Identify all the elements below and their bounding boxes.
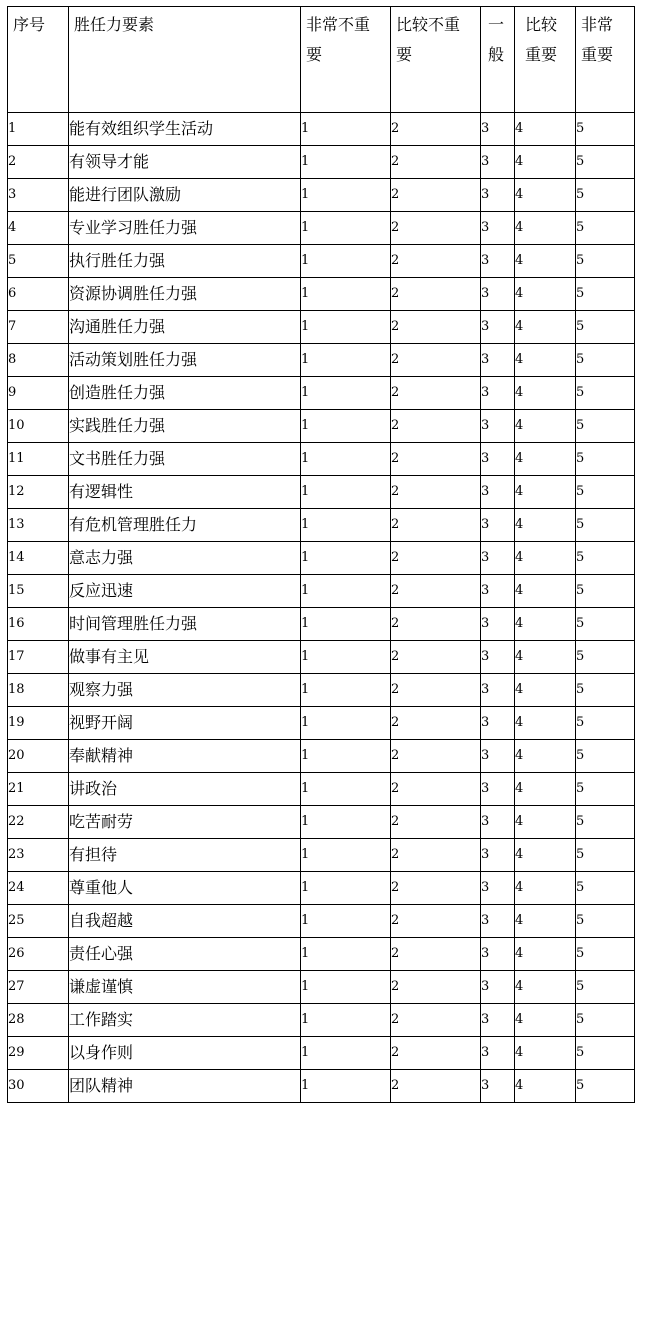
cell-score-2: 2 (391, 476, 481, 509)
cell-index: 7 (8, 311, 69, 344)
cell-score-3: 3 (481, 212, 515, 245)
cell-score-5: 5 (576, 674, 635, 707)
cell-score-4: 4 (515, 806, 576, 839)
cell-score-4: 4 (515, 146, 576, 179)
cell-index: 11 (8, 443, 69, 476)
cell-index: 16 (8, 608, 69, 641)
cell-index: 27 (8, 971, 69, 1004)
cell-score-3: 3 (481, 410, 515, 443)
cell-score-4: 4 (515, 641, 576, 674)
cell-score-3: 3 (481, 740, 515, 773)
cell-score-2: 2 (391, 113, 481, 146)
cell-score-3: 3 (481, 938, 515, 971)
cell-score-3: 3 (481, 278, 515, 311)
cell-score-5: 5 (576, 971, 635, 1004)
cell-score-5: 5 (576, 542, 635, 575)
header-scale-5: 非常重要 (576, 7, 635, 113)
table-row (8, 1070, 635, 1103)
cell-score-5: 5 (576, 575, 635, 608)
cell-score-4: 4 (515, 608, 576, 641)
cell-item: 沟通胜任力强 (69, 311, 301, 344)
cell-score-2: 2 (391, 641, 481, 674)
cell-item: 专业学习胜任力强 (69, 212, 301, 245)
cell-score-4: 4 (515, 674, 576, 707)
table-row (8, 146, 635, 179)
cell-item: 执行胜任力强 (69, 245, 301, 278)
cell-score-1: 1 (301, 641, 391, 674)
header-index: 序号 (8, 7, 69, 113)
cell-score-1: 1 (301, 1004, 391, 1037)
cell-score-4: 4 (515, 410, 576, 443)
cell-score-3: 3 (481, 872, 515, 905)
table-row (8, 113, 635, 146)
cell-score-5: 5 (576, 806, 635, 839)
cell-score-5: 5 (576, 278, 635, 311)
cell-score-4: 4 (515, 476, 576, 509)
cell-item: 反应迅速 (69, 575, 301, 608)
table-row (8, 1037, 635, 1070)
competency-rating-table (7, 6, 635, 1103)
cell-item: 有领导才能 (69, 146, 301, 179)
cell-item: 奉献精神 (69, 740, 301, 773)
cell-item: 视野开阔 (69, 707, 301, 740)
cell-score-3: 3 (481, 839, 515, 872)
cell-item: 文书胜任力强 (69, 443, 301, 476)
cell-score-1: 1 (301, 278, 391, 311)
cell-score-1: 1 (301, 311, 391, 344)
cell-score-1: 1 (301, 509, 391, 542)
cell-score-1: 1 (301, 377, 391, 410)
cell-index: 21 (8, 773, 69, 806)
cell-score-3: 3 (481, 806, 515, 839)
table-row (8, 740, 635, 773)
cell-score-3: 3 (481, 344, 515, 377)
cell-item: 有担待 (69, 839, 301, 872)
cell-score-2: 2 (391, 872, 481, 905)
cell-score-1: 1 (301, 938, 391, 971)
cell-score-5: 5 (576, 344, 635, 377)
cell-index: 19 (8, 707, 69, 740)
cell-item: 实践胜任力强 (69, 410, 301, 443)
cell-score-2: 2 (391, 344, 481, 377)
cell-score-2: 2 (391, 806, 481, 839)
cell-item: 团队精神 (69, 1070, 301, 1103)
table-row (8, 179, 635, 212)
cell-score-4: 4 (515, 113, 576, 146)
cell-index: 24 (8, 872, 69, 905)
cell-score-3: 3 (481, 773, 515, 806)
cell-index: 9 (8, 377, 69, 410)
cell-score-2: 2 (391, 971, 481, 1004)
cell-score-5: 5 (576, 245, 635, 278)
cell-item: 责任心强 (69, 938, 301, 971)
cell-score-2: 2 (391, 1070, 481, 1103)
cell-score-4: 4 (515, 1070, 576, 1103)
cell-score-5: 5 (576, 476, 635, 509)
table-row (8, 971, 635, 1004)
cell-score-2: 2 (391, 839, 481, 872)
cell-index: 1 (8, 113, 69, 146)
cell-score-5: 5 (576, 113, 635, 146)
cell-item: 观察力强 (69, 674, 301, 707)
cell-index: 3 (8, 179, 69, 212)
header-scale-1: 非常不重要 (301, 7, 391, 113)
table-header-row (8, 7, 635, 113)
cell-index: 23 (8, 839, 69, 872)
cell-score-2: 2 (391, 1004, 481, 1037)
cell-score-5: 5 (576, 212, 635, 245)
table-row (8, 410, 635, 443)
cell-index: 17 (8, 641, 69, 674)
cell-score-5: 5 (576, 1037, 635, 1070)
cell-score-4: 4 (515, 707, 576, 740)
cell-score-1: 1 (301, 608, 391, 641)
cell-score-5: 5 (576, 608, 635, 641)
cell-score-5: 5 (576, 938, 635, 971)
cell-score-3: 3 (481, 641, 515, 674)
cell-item: 讲政治 (69, 773, 301, 806)
cell-score-5: 5 (576, 740, 635, 773)
cell-score-1: 1 (301, 575, 391, 608)
header-scale-3: 一般 (481, 7, 515, 113)
cell-score-2: 2 (391, 377, 481, 410)
table-row (8, 245, 635, 278)
cell-score-4: 4 (515, 1004, 576, 1037)
cell-score-1: 1 (301, 707, 391, 740)
cell-score-4: 4 (515, 740, 576, 773)
cell-score-5: 5 (576, 839, 635, 872)
cell-score-3: 3 (481, 971, 515, 1004)
cell-score-4: 4 (515, 377, 576, 410)
cell-item: 做事有主见 (69, 641, 301, 674)
cell-score-4: 4 (515, 575, 576, 608)
cell-score-1: 1 (301, 773, 391, 806)
cell-score-1: 1 (301, 443, 391, 476)
cell-index: 18 (8, 674, 69, 707)
header-scale-4: 比较重要 (515, 7, 576, 113)
cell-score-2: 2 (391, 410, 481, 443)
table-row (8, 773, 635, 806)
table-row (8, 641, 635, 674)
cell-score-4: 4 (515, 443, 576, 476)
cell-score-5: 5 (576, 707, 635, 740)
cell-score-1: 1 (301, 542, 391, 575)
header-scale-2: 比较不重要 (391, 7, 481, 113)
cell-score-1: 1 (301, 674, 391, 707)
cell-item: 谦虚谨慎 (69, 971, 301, 1004)
cell-item: 时间管理胜任力强 (69, 608, 301, 641)
cell-score-2: 2 (391, 311, 481, 344)
cell-item: 工作踏实 (69, 1004, 301, 1037)
cell-index: 30 (8, 1070, 69, 1103)
table-body (8, 113, 635, 1103)
cell-item: 尊重他人 (69, 872, 301, 905)
cell-score-1: 1 (301, 476, 391, 509)
cell-index: 4 (8, 212, 69, 245)
cell-score-3: 3 (481, 575, 515, 608)
cell-item: 能有效组织学生活动 (69, 113, 301, 146)
cell-score-1: 1 (301, 179, 391, 212)
cell-score-3: 3 (481, 1037, 515, 1070)
cell-item: 吃苦耐劳 (69, 806, 301, 839)
cell-item: 以身作则 (69, 1037, 301, 1070)
cell-score-5: 5 (576, 179, 635, 212)
cell-score-1: 1 (301, 905, 391, 938)
cell-index: 5 (8, 245, 69, 278)
cell-score-2: 2 (391, 1037, 481, 1070)
table-row (8, 806, 635, 839)
cell-score-5: 5 (576, 872, 635, 905)
cell-score-1: 1 (301, 806, 391, 839)
cell-item: 有危机管理胜任力 (69, 509, 301, 542)
cell-score-4: 4 (515, 509, 576, 542)
cell-score-1: 1 (301, 245, 391, 278)
cell-score-2: 2 (391, 773, 481, 806)
cell-score-2: 2 (391, 707, 481, 740)
cell-score-1: 1 (301, 113, 391, 146)
table-row (8, 311, 635, 344)
cell-score-3: 3 (481, 905, 515, 938)
cell-score-2: 2 (391, 179, 481, 212)
cell-score-4: 4 (515, 212, 576, 245)
cell-score-4: 4 (515, 311, 576, 344)
cell-score-5: 5 (576, 509, 635, 542)
table-row (8, 476, 635, 509)
cell-score-1: 1 (301, 971, 391, 1004)
cell-score-3: 3 (481, 245, 515, 278)
cell-item: 能进行团队激励 (69, 179, 301, 212)
cell-score-4: 4 (515, 278, 576, 311)
cell-score-2: 2 (391, 938, 481, 971)
cell-score-3: 3 (481, 146, 515, 179)
cell-item: 自我超越 (69, 905, 301, 938)
cell-score-5: 5 (576, 410, 635, 443)
cell-score-2: 2 (391, 575, 481, 608)
cell-score-1: 1 (301, 212, 391, 245)
cell-score-2: 2 (391, 674, 481, 707)
cell-index: 22 (8, 806, 69, 839)
cell-index: 6 (8, 278, 69, 311)
table-row (8, 938, 635, 971)
cell-score-2: 2 (391, 245, 481, 278)
cell-score-5: 5 (576, 146, 635, 179)
cell-score-1: 1 (301, 839, 391, 872)
cell-score-3: 3 (481, 443, 515, 476)
cell-score-4: 4 (515, 872, 576, 905)
cell-score-4: 4 (515, 938, 576, 971)
table-row (8, 905, 635, 938)
cell-score-1: 1 (301, 344, 391, 377)
cell-score-4: 4 (515, 971, 576, 1004)
cell-index: 10 (8, 410, 69, 443)
cell-index: 25 (8, 905, 69, 938)
cell-score-5: 5 (576, 641, 635, 674)
cell-score-5: 5 (576, 773, 635, 806)
cell-score-5: 5 (576, 905, 635, 938)
cell-score-1: 1 (301, 1037, 391, 1070)
cell-score-2: 2 (391, 509, 481, 542)
cell-score-4: 4 (515, 344, 576, 377)
cell-score-2: 2 (391, 740, 481, 773)
table-row (8, 575, 635, 608)
table-row (8, 542, 635, 575)
cell-score-2: 2 (391, 443, 481, 476)
cell-score-1: 1 (301, 1070, 391, 1103)
cell-score-4: 4 (515, 1037, 576, 1070)
cell-item: 创造胜任力强 (69, 377, 301, 410)
cell-score-5: 5 (576, 311, 635, 344)
cell-score-5: 5 (576, 377, 635, 410)
table-row (8, 377, 635, 410)
cell-score-4: 4 (515, 905, 576, 938)
cell-index: 29 (8, 1037, 69, 1070)
cell-score-2: 2 (391, 278, 481, 311)
cell-score-3: 3 (481, 377, 515, 410)
cell-score-4: 4 (515, 773, 576, 806)
cell-item: 有逻辑性 (69, 476, 301, 509)
cell-score-3: 3 (481, 311, 515, 344)
table-row (8, 707, 635, 740)
cell-score-3: 3 (481, 707, 515, 740)
cell-score-3: 3 (481, 674, 515, 707)
cell-score-4: 4 (515, 839, 576, 872)
cell-score-2: 2 (391, 905, 481, 938)
cell-index: 20 (8, 740, 69, 773)
cell-score-4: 4 (515, 542, 576, 575)
cell-index: 14 (8, 542, 69, 575)
cell-index: 12 (8, 476, 69, 509)
table-row (8, 674, 635, 707)
table-row (8, 509, 635, 542)
cell-score-3: 3 (481, 608, 515, 641)
cell-score-3: 3 (481, 509, 515, 542)
cell-index: 26 (8, 938, 69, 971)
cell-item: 资源协调胜任力强 (69, 278, 301, 311)
cell-score-3: 3 (481, 542, 515, 575)
cell-index: 8 (8, 344, 69, 377)
table-row (8, 872, 635, 905)
cell-index: 28 (8, 1004, 69, 1037)
cell-score-2: 2 (391, 146, 481, 179)
cell-score-2: 2 (391, 542, 481, 575)
cell-score-3: 3 (481, 1004, 515, 1037)
cell-score-5: 5 (576, 443, 635, 476)
cell-item: 意志力强 (69, 542, 301, 575)
table-row (8, 344, 635, 377)
cell-index: 2 (8, 146, 69, 179)
cell-score-4: 4 (515, 245, 576, 278)
cell-index: 15 (8, 575, 69, 608)
cell-score-4: 4 (515, 179, 576, 212)
table-row (8, 1004, 635, 1037)
table-row (8, 443, 635, 476)
table-row (8, 212, 635, 245)
cell-score-1: 1 (301, 410, 391, 443)
table-row (8, 839, 635, 872)
cell-score-3: 3 (481, 1070, 515, 1103)
cell-score-5: 5 (576, 1004, 635, 1037)
table-row (8, 278, 635, 311)
cell-score-1: 1 (301, 740, 391, 773)
cell-score-5: 5 (576, 1070, 635, 1103)
cell-score-3: 3 (481, 476, 515, 509)
cell-score-2: 2 (391, 608, 481, 641)
cell-score-1: 1 (301, 146, 391, 179)
table-row (8, 608, 635, 641)
cell-item: 活动策划胜任力强 (69, 344, 301, 377)
cell-score-1: 1 (301, 872, 391, 905)
cell-score-3: 3 (481, 113, 515, 146)
cell-score-3: 3 (481, 179, 515, 212)
cell-score-2: 2 (391, 212, 481, 245)
cell-index: 13 (8, 509, 69, 542)
header-item: 胜任力要素 (69, 7, 301, 113)
